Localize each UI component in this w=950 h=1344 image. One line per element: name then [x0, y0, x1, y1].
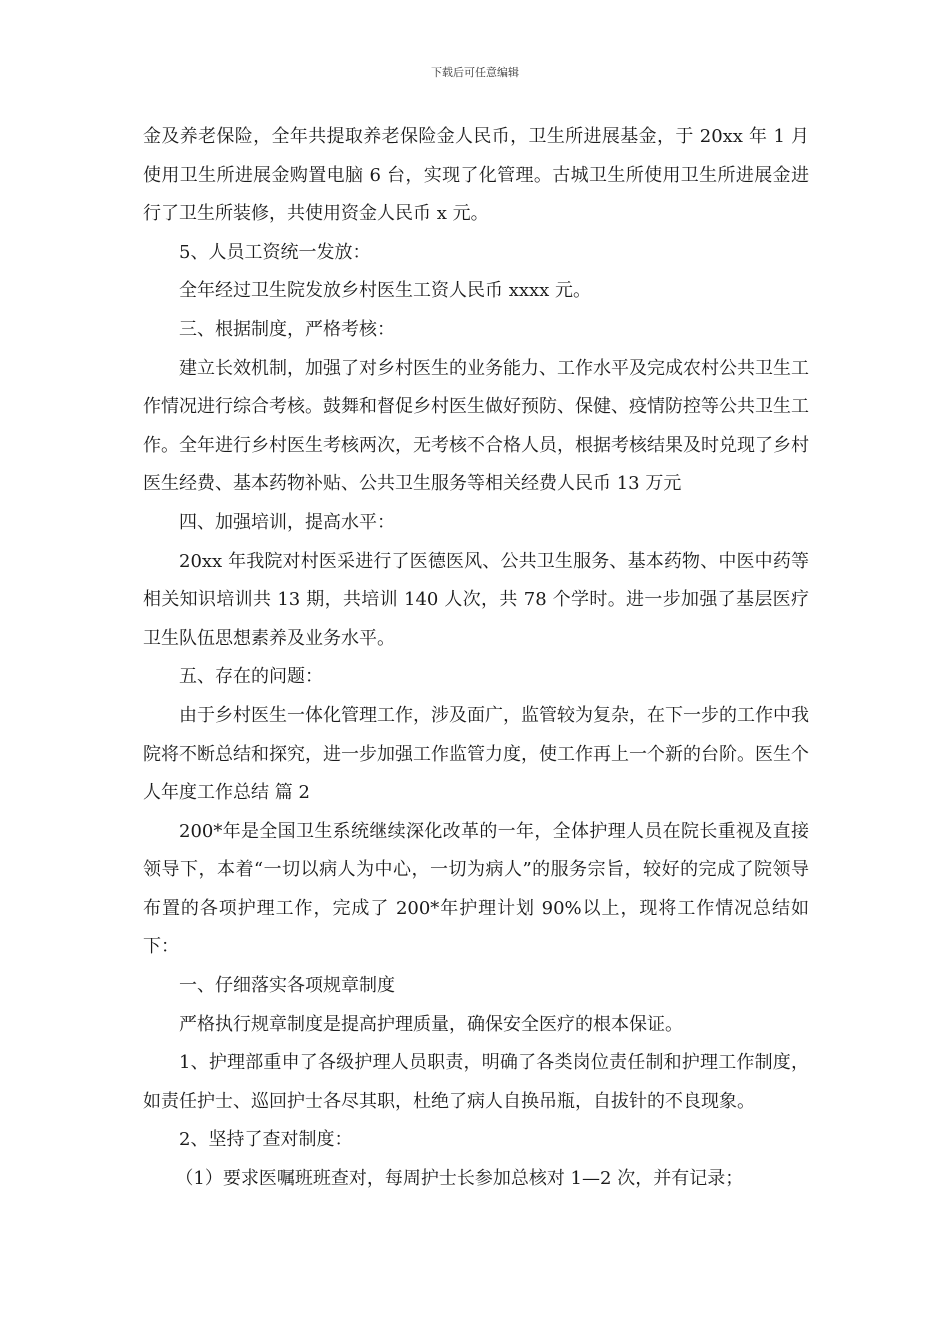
paragraph-regulations: 严格执行规章制度是提高护理质量，确保安全医疗的根本保证。 [179, 1013, 683, 1035]
paragraph-salary-amount: 全年经过卫生院发放乡村医生工资人民币 xxxx 元。 [179, 280, 592, 302]
section-heading-regulations: 一、仔细落实各项规章制度 [179, 975, 395, 997]
paragraph-training: 20xx 年我院对村医采进行了医德医风、公共卫生服务、基本药物、中医中药等相关知识培训共 13 期，共培训 140 人次，共 78 个学时。进一步加强了基层医疗卫生队伍思想素养及业务水平。 [143, 550, 809, 649]
document-body [143, 118, 809, 1199]
paragraph-problems: 由于乡村医生一体化管理工作，涉及面广，监管较为复杂，在下一步的工作中我院将不断总结和探究，进一步加强工作监管力度，使工作再上一个新的台阶。医生个人年度工作总结 篇 2 [143, 704, 809, 804]
page-header: 下载后可任意编辑 [431, 66, 519, 79]
paragraph-duties: 1、护理部重申了各级护理人员职责，明确了各类岗位责任制和护理工作制度，如责任护士、巡回护士各尽其职，杜绝了病人自换吊瓶，自拔针的不良现象。 [143, 1052, 809, 1112]
section-heading-assessment: 三、根据制度，严格考核： [179, 318, 395, 340]
paragraph-assessment: 建立长效机制，加强了对乡村医生的业务能力、工作水平及完成农村公共卫生工作情况进行综合考核。鼓舞和督促乡村医生做好预防、保健、疫情防控等公共卫生工作。全年进行乡村医生考核两次，无考核不合格人员，根据考核结果及时兑现了乡村医生经费、基本药物补贴、公共卫生服务等相关经费人民币 13 万元 [143, 357, 809, 495]
section-heading-problems: 五、存在的问题： [179, 666, 323, 688]
paragraph-pension-fund: 金及养老保险，全年共提取养老保险金人民币，卫生所进展基金，于 20xx 年 1 月使用卫生所进展金购置电脑 6 台，实现了化管理。古城卫生所使用卫生所进展金进行了卫生所装修，共使用资金人民币 x 元。 [143, 126, 809, 225]
paragraph-checking-heading: 2、坚持了查对制度： [179, 1129, 353, 1151]
paragraph-checking-item-1: （1）要求医嘱班班查对，每周护士长参加总核对 1—2 次，并有记录； [175, 1168, 744, 1190]
paragraph-nursing-intro: 200*年是全国卫生系统继续深化改革的一年，全体护理人员在院长重视及直接领导下，本着“一切以病人为中心，一切为病人”的服务宗旨，较好的完成了院领导布置的各项护理工作，完成了 200*年护理计划 90%以上，现将工作情况总结如下： [143, 820, 809, 958]
section-heading-training: 四、加强培训，提高水平： [179, 511, 395, 533]
paragraph-salary-heading: 5、人员工资统一发放： [179, 241, 371, 263]
